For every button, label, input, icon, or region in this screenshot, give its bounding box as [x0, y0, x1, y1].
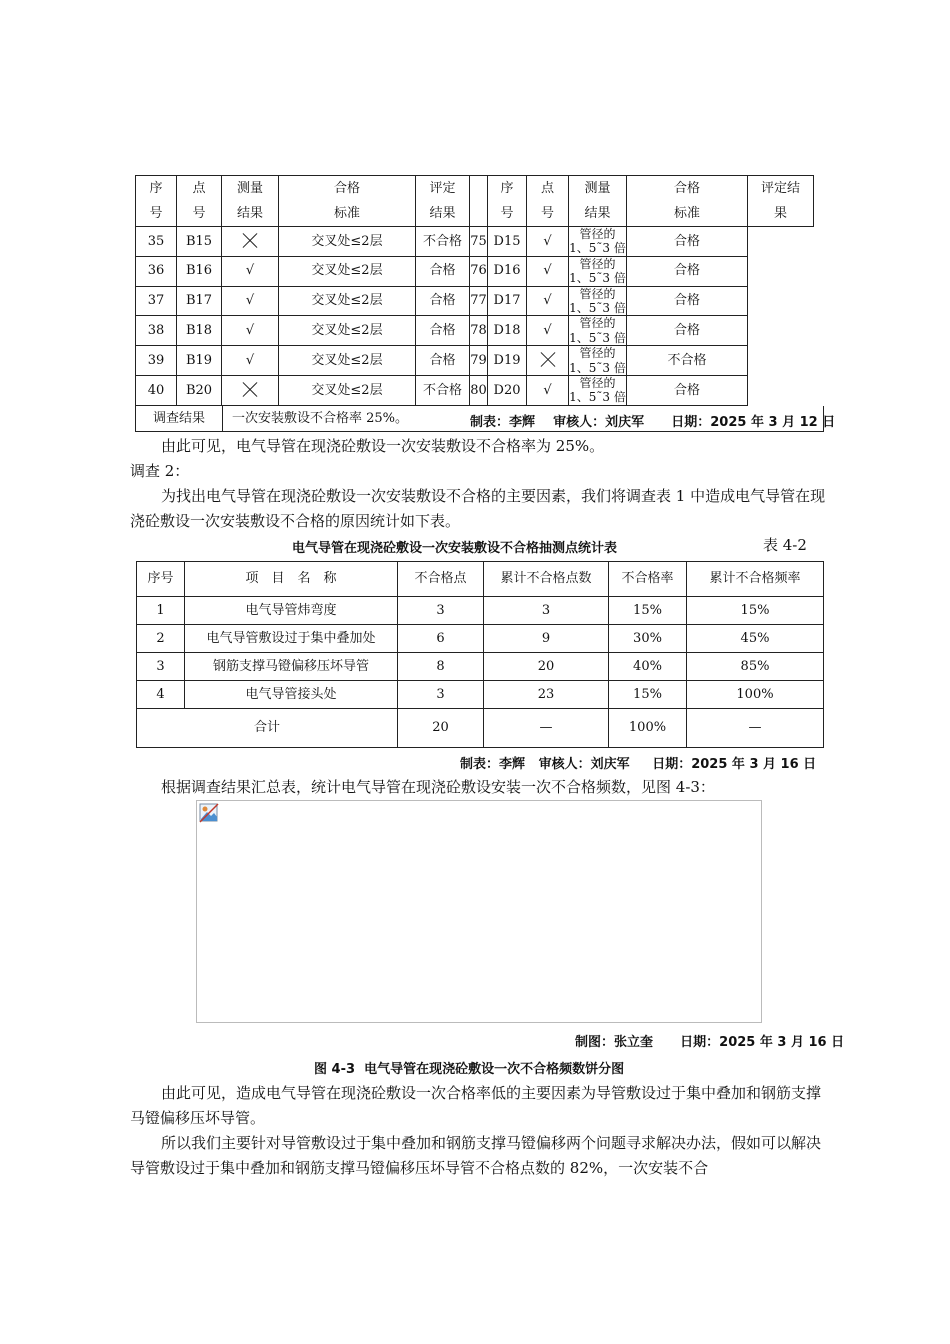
- header-seq-right: 序 号: [488, 176, 527, 227]
- header-eval: 评定 结果: [416, 176, 470, 227]
- table-header-row: [136, 176, 814, 227]
- table1-signature: 制表：李辉 审核人：刘庆军 日期：2025 年 3 月 12 日: [470, 415, 836, 430]
- stats-rate: 30%: [609, 625, 687, 653]
- row-eval-right: 合格: [627, 256, 748, 286]
- figure-signature: 制图：张立奎 日期：2025 年 3 月 16 日: [575, 1035, 845, 1050]
- summary-text: 一次安装敷设不合格率 25%。: [232, 410, 409, 426]
- stats-cum-rate: 45%: [687, 625, 824, 653]
- cross-mark-icon: [242, 382, 258, 398]
- paragraph-1: 由此可见，电气导管在现浇砼敷设一次安装敷设不合格率为 25%。: [161, 437, 605, 455]
- stats-header-row: [137, 562, 824, 597]
- paragraph-3: 根据调查结果汇总表，统计电气导管在现浇砼敷设安装一次不合格频数，见图 4-3：: [161, 778, 715, 796]
- stats-total-rate: 100%: [609, 709, 687, 748]
- stats-cum-rate: 100%: [687, 681, 824, 709]
- stats-total-label: 合计: [137, 709, 398, 748]
- stats-fail: 3: [398, 597, 484, 625]
- stats-table: [136, 561, 824, 748]
- header-eval-right: 评定结 果: [748, 176, 814, 227]
- stats-seq: 3: [137, 653, 185, 681]
- row-standard: 交叉处≤2层: [279, 256, 416, 286]
- stats-header-rate: 不合格率: [609, 562, 687, 597]
- stats-total-fail: 20: [398, 709, 484, 748]
- row-result-right: [527, 346, 569, 376]
- header-point-right: 点 号: [527, 176, 569, 227]
- table-row: [136, 346, 814, 376]
- stats-cum-fail: 23: [484, 681, 609, 709]
- row-point: B19: [177, 346, 222, 376]
- row-result-right: √: [527, 316, 569, 346]
- table-gap: [470, 176, 488, 227]
- stats-item: 电气导管接头处: [185, 681, 398, 709]
- stats-cum-fail: 9: [484, 625, 609, 653]
- row-seq: 38: [136, 316, 177, 346]
- row-standard: 交叉处≤2层: [279, 375, 416, 405]
- stats-cum-fail: 20: [484, 653, 609, 681]
- table-row: [136, 375, 814, 405]
- row-standard-right: 管径的 1、5˜3 倍: [569, 256, 626, 286]
- row-seq-right: 80: [470, 375, 488, 405]
- table-row: [137, 653, 824, 681]
- inspection-table: [135, 175, 814, 406]
- stats-item: 电气导管敷设过于集中叠加处: [185, 625, 398, 653]
- row-eval-right: 合格: [627, 375, 748, 405]
- stats-cum-rate: 15%: [687, 597, 824, 625]
- row-standard-right: 管径的 1、5˜3 倍: [569, 346, 626, 375]
- stats-seq: 1: [137, 597, 185, 625]
- row-standard: 交叉处≤2层: [279, 227, 416, 257]
- row-result-right: √: [527, 256, 569, 286]
- stats-header-cum-fail: 累计不合格点数: [484, 562, 609, 597]
- table-row: [136, 256, 814, 286]
- header-standard: 合格 标准: [279, 176, 416, 227]
- row-point-right: D15: [488, 227, 527, 257]
- broken-image-icon: [199, 803, 219, 823]
- row-result: √: [222, 346, 279, 376]
- row-eval-right: 不合格: [627, 346, 748, 376]
- row-eval-right: 合格: [627, 316, 748, 346]
- row-point: B15: [177, 227, 222, 257]
- survey2-label: 调查 2：: [130, 462, 190, 480]
- table-row: [136, 227, 814, 257]
- header-measure: 测量 结果: [222, 176, 279, 227]
- row-result: √: [222, 286, 279, 316]
- pie-chart-image-placeholder: [196, 800, 762, 1023]
- row-point-right: D19: [488, 346, 527, 376]
- stats-total-row: [137, 709, 824, 748]
- table-row: [137, 625, 824, 653]
- table-row: [136, 286, 814, 316]
- row-standard-right: 管径的 1、5˜3 倍: [569, 227, 626, 256]
- row-result: √: [222, 256, 279, 286]
- row-result-right: √: [527, 375, 569, 405]
- row-seq-right: 76: [470, 256, 488, 286]
- row-standard: 交叉处≤2层: [279, 286, 416, 316]
- row-point-right: D20: [488, 375, 527, 405]
- row-seq: 39: [136, 346, 177, 376]
- row-standard: 交叉处≤2层: [279, 316, 416, 346]
- paragraph-2: 为找出电气导管在现浇砼敷设一次安装敷设不合格的主要因素，我们将调查表 1 中造成电气导管在现浇砼敷设一次安装敷设不合格的原因统计如下表。: [130, 487, 826, 530]
- table2-number: 表 4-2: [763, 536, 807, 554]
- cross-mark-icon: [242, 233, 258, 249]
- stats-fail: 6: [398, 625, 484, 653]
- stats-item: 钢筋支撑马镫偏移压坏导管: [185, 653, 398, 681]
- summary-label: 调查结果: [136, 406, 223, 431]
- row-seq: 40: [136, 375, 177, 405]
- row-seq: 37: [136, 286, 177, 316]
- stats-total-cum-rate: —: [687, 709, 824, 748]
- table-row: [136, 316, 814, 346]
- stats-rate: 15%: [609, 681, 687, 709]
- figure-caption: 图 4-3 电气导管在现浇砼敷设一次不合格频数饼分图: [314, 1062, 625, 1077]
- header-seq: 序 号: [136, 176, 177, 227]
- row-point-right: D17: [488, 286, 527, 316]
- stats-fail: 3: [398, 681, 484, 709]
- stats-seq: 2: [137, 625, 185, 653]
- table2-signature: 制表：李辉 审核人：刘庆军 日期：2025 年 3 月 16 日: [460, 757, 817, 772]
- row-result: √: [222, 316, 279, 346]
- row-seq-right: 78: [470, 316, 488, 346]
- stats-rate: 40%: [609, 653, 687, 681]
- stats-table-wrapper: [136, 561, 824, 748]
- row-point: B16: [177, 256, 222, 286]
- row-point: B17: [177, 286, 222, 316]
- row-eval: 合格: [416, 346, 470, 376]
- cross-mark-icon: [540, 352, 556, 368]
- row-eval: 合格: [416, 286, 470, 316]
- row-standard: 交叉处≤2层: [279, 346, 416, 376]
- row-seq: 36: [136, 256, 177, 286]
- header-standard-right: 合格 标准: [627, 176, 748, 227]
- row-eval: 不合格: [416, 227, 470, 257]
- row-eval-right: 合格: [627, 227, 748, 257]
- stats-seq: 4: [137, 681, 185, 709]
- header-measure-right: 测量 结果: [569, 176, 627, 227]
- row-eval: 合格: [416, 316, 470, 346]
- row-seq-right: 77: [470, 286, 488, 316]
- row-result-right: √: [527, 286, 569, 316]
- table-row: [137, 597, 824, 625]
- row-seq-right: 75: [470, 227, 488, 257]
- row-standard-right: 管径的 1、5˜3 倍: [569, 286, 626, 315]
- row-eval: 合格: [416, 256, 470, 286]
- row-point: B18: [177, 316, 222, 346]
- stats-rate: 15%: [609, 597, 687, 625]
- row-result-right: √: [527, 227, 569, 257]
- table2-title: 电气导管在现浇砼敷设一次安装敷设不合格抽测点统计表: [292, 541, 618, 556]
- row-result: [222, 227, 279, 257]
- row-result: [222, 375, 279, 405]
- stats-header-cum-rate: 累计不合格频率: [687, 562, 824, 597]
- header-point: 点 号: [177, 176, 222, 227]
- row-seq-right: 79: [470, 346, 488, 376]
- table-row: [137, 681, 824, 709]
- row-point-right: D18: [488, 316, 527, 346]
- inspection-table-wrapper: [135, 175, 824, 432]
- stats-header-fail: 不合格点: [398, 562, 484, 597]
- stats-cum-fail: 3: [484, 597, 609, 625]
- row-standard-right: 管径的 1、5˜3 倍: [569, 375, 626, 405]
- row-point-right: D16: [488, 256, 527, 286]
- stats-header-item: 项 目 名 称: [185, 562, 398, 597]
- stats-cum-rate: 85%: [687, 653, 824, 681]
- stats-fail: 8: [398, 653, 484, 681]
- row-seq: 35: [136, 227, 177, 257]
- stats-item: 电气导管炜弯度: [185, 597, 398, 625]
- row-standard-right: 管径的 1、5˜3 倍: [569, 316, 626, 345]
- row-point: B20: [177, 375, 222, 405]
- paragraph-4: 由此可见，造成电气导管在现浇砼敷设一次合格率低的主要因素为导管敷设过于集中叠加和钢筋支撑马镫偏移压坏导管。: [130, 1084, 822, 1127]
- row-eval: 不合格: [416, 375, 470, 405]
- stats-header-seq: 序号: [137, 562, 185, 597]
- row-eval-right: 合格: [627, 286, 748, 316]
- stats-total-cum: —: [484, 709, 609, 748]
- paragraph-5: 所以我们主要针对导管敷设过于集中叠加和钢筋支撑马镫偏移两个问题寻求解决办法，假如可以解决导管敷设过于集中叠加和钢筋支撑马镫偏移压坏导管不合格点数的 82%，一次安装不合: [130, 1134, 822, 1177]
